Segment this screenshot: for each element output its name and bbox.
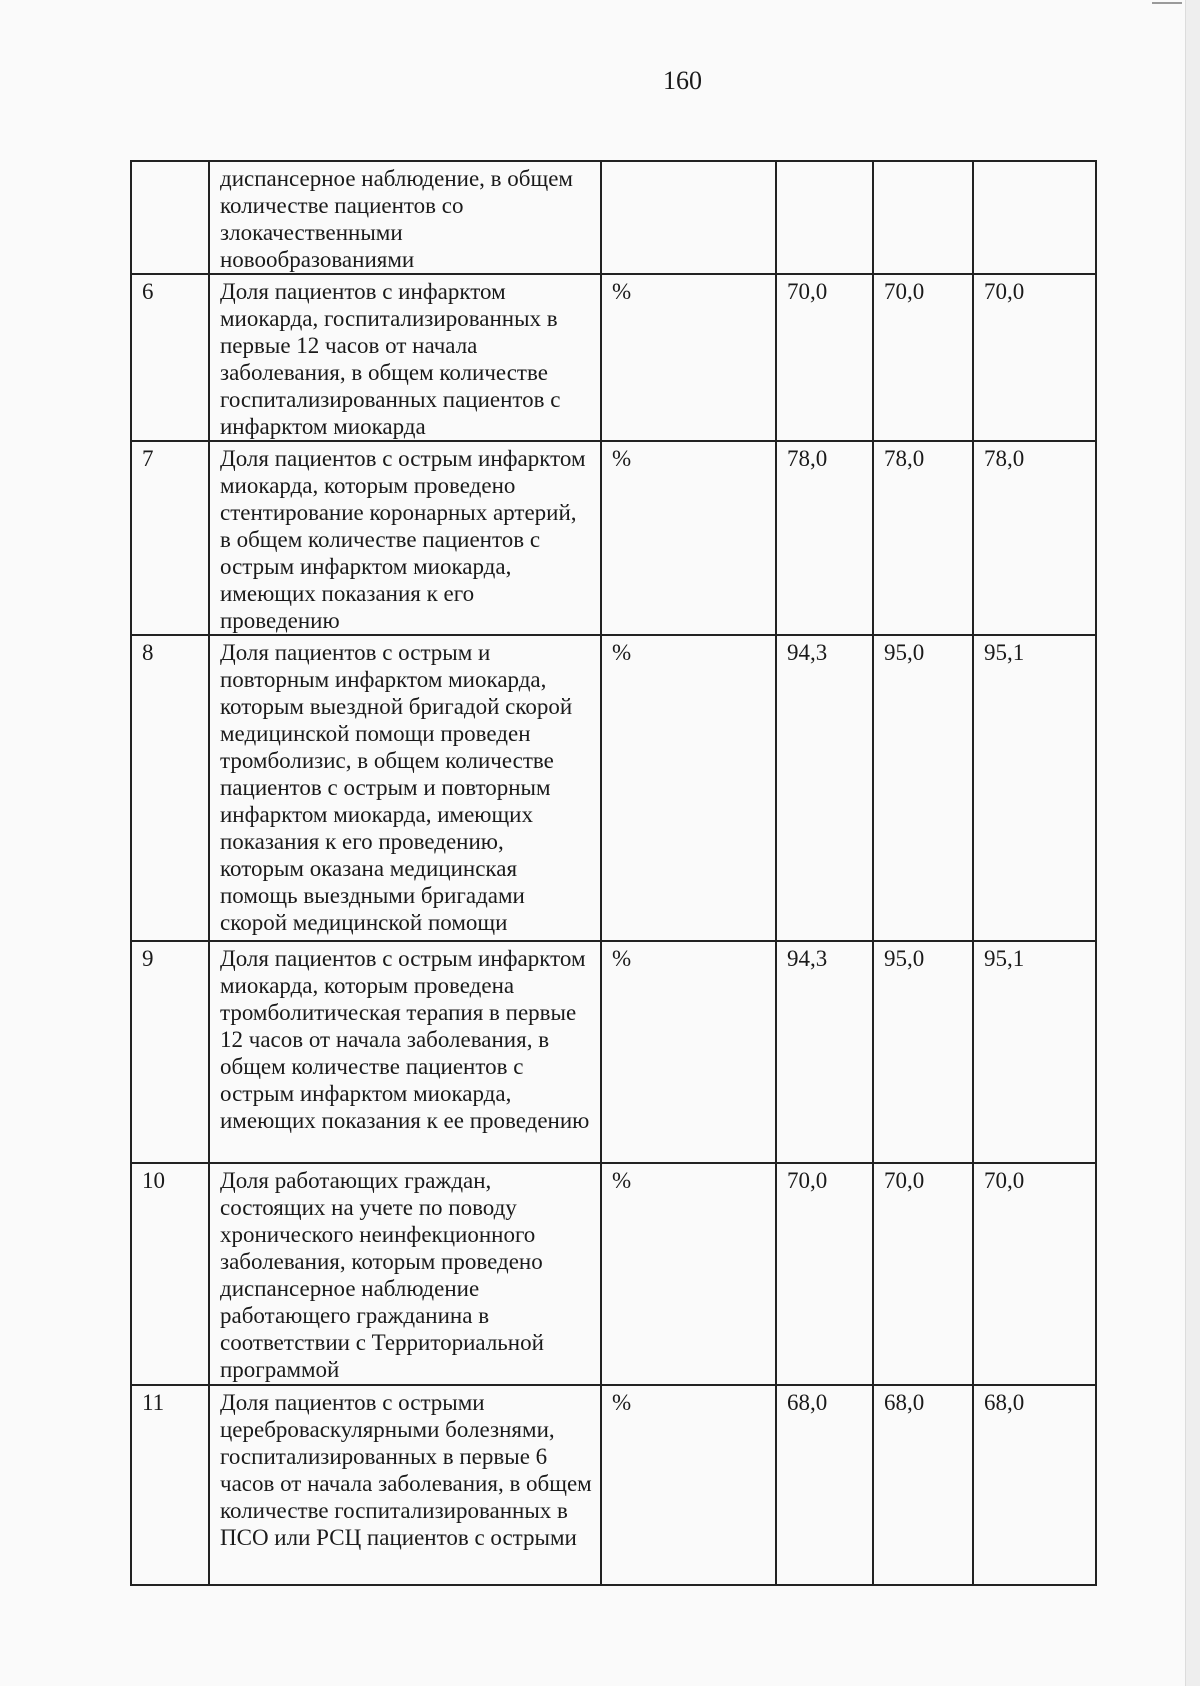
value-year-3: 70,0 [973, 274, 1096, 441]
value-year-3: 95,1 [973, 941, 1096, 1163]
page-number: 160 [663, 66, 702, 95]
value-year-3: 95,1 [973, 635, 1096, 941]
value-year-1: 70,0 [776, 274, 873, 441]
table-row [131, 1163, 1096, 1385]
unit-cell: % [601, 635, 776, 941]
unit-cell [601, 161, 776, 274]
row-number: 10 [131, 1163, 209, 1385]
value-year-2: 68,0 [873, 1385, 973, 1585]
unit-cell: % [601, 1163, 776, 1385]
value-year-1: 94,3 [776, 635, 873, 941]
indicator-name: Доля пациентов с острым инфарктом миокарда, которым проведено стентирование коронарных артерий, в общем количестве пациентов с острым инфарктом миокарда, имеющих показания к его проведению [209, 441, 601, 635]
value-year-3: 68,0 [973, 1385, 1096, 1585]
indicator-name: Доля пациентов с острым инфарктом миокарда, которым проведена тромболитическая терапия в первые 12 часов от начала заболевания, в общем количестве пациентов с острым инфарктом миокарда, имеющих показания к ее проведению [209, 941, 601, 1163]
row-number: 8 [131, 635, 209, 941]
row-number: 7 [131, 441, 209, 635]
value-year-1: 70,0 [776, 1163, 873, 1385]
value-year-3: 78,0 [973, 441, 1096, 635]
row-number: 9 [131, 941, 209, 1163]
indicator-name: Доля пациентов с острым и повторным инфарктом миокарда, которым выездной бригадой скорой медицинской помощи проведен тромболизис, в общем количестве пациентов с острым и повторным инфарктом миокарда, имеющих показания к его проведению, которым оказана медицинская помощь выездными бригадами скорой медицинской помощи [209, 635, 601, 941]
value-year-1: 78,0 [776, 441, 873, 635]
value-year-2 [873, 161, 973, 274]
table-row [131, 1385, 1096, 1585]
unit-cell: % [601, 1385, 776, 1585]
value-year-1: 94,3 [776, 941, 873, 1163]
table-row [131, 441, 1096, 635]
scan-corner-mark [1152, 2, 1182, 14]
unit-cell: % [601, 441, 776, 635]
row-number: 6 [131, 274, 209, 441]
value-year-2: 70,0 [873, 274, 973, 441]
indicator-name: диспансерное наблюдение, в общем количестве пациентов со злокачественными новообразованиями [209, 161, 601, 274]
unit-cell: % [601, 941, 776, 1163]
table-row [131, 941, 1096, 1163]
table-row [131, 274, 1096, 441]
value-year-3 [973, 161, 1096, 274]
value-year-1: 68,0 [776, 1385, 873, 1585]
value-year-1 [776, 161, 873, 274]
value-year-3: 70,0 [973, 1163, 1096, 1385]
value-year-2: 95,0 [873, 941, 973, 1163]
indicator-name: Доля пациентов с острыми цереброваскулярными болезнями, госпитализированных в первые 6 часов от начала заболевания, в общем количестве госпитализированных в ПСО или РСЦ пациентов с острыми [209, 1385, 601, 1585]
indicator-name: Доля работающих граждан, состоящих на учете по поводу хронического неинфекционного заболевания, которым проведено диспансерное наблюдение работающего гражданина в соответствии с Территориальной программой [209, 1163, 601, 1385]
row-number [131, 161, 209, 274]
table-row [131, 161, 1096, 274]
page-edge [1185, 0, 1200, 1686]
indicator-name: Доля пациентов с инфарктом миокарда, госпитализированных в первые 12 часов от начала заболевания, в общем количестве госпитализированных пациентов с инфарктом миокарда [209, 274, 601, 441]
table-row [131, 635, 1096, 941]
row-number: 11 [131, 1385, 209, 1585]
value-year-2: 95,0 [873, 635, 973, 941]
value-year-2: 78,0 [873, 441, 973, 635]
unit-cell: % [601, 274, 776, 441]
value-year-2: 70,0 [873, 1163, 973, 1385]
indicators-table [130, 160, 1097, 1586]
